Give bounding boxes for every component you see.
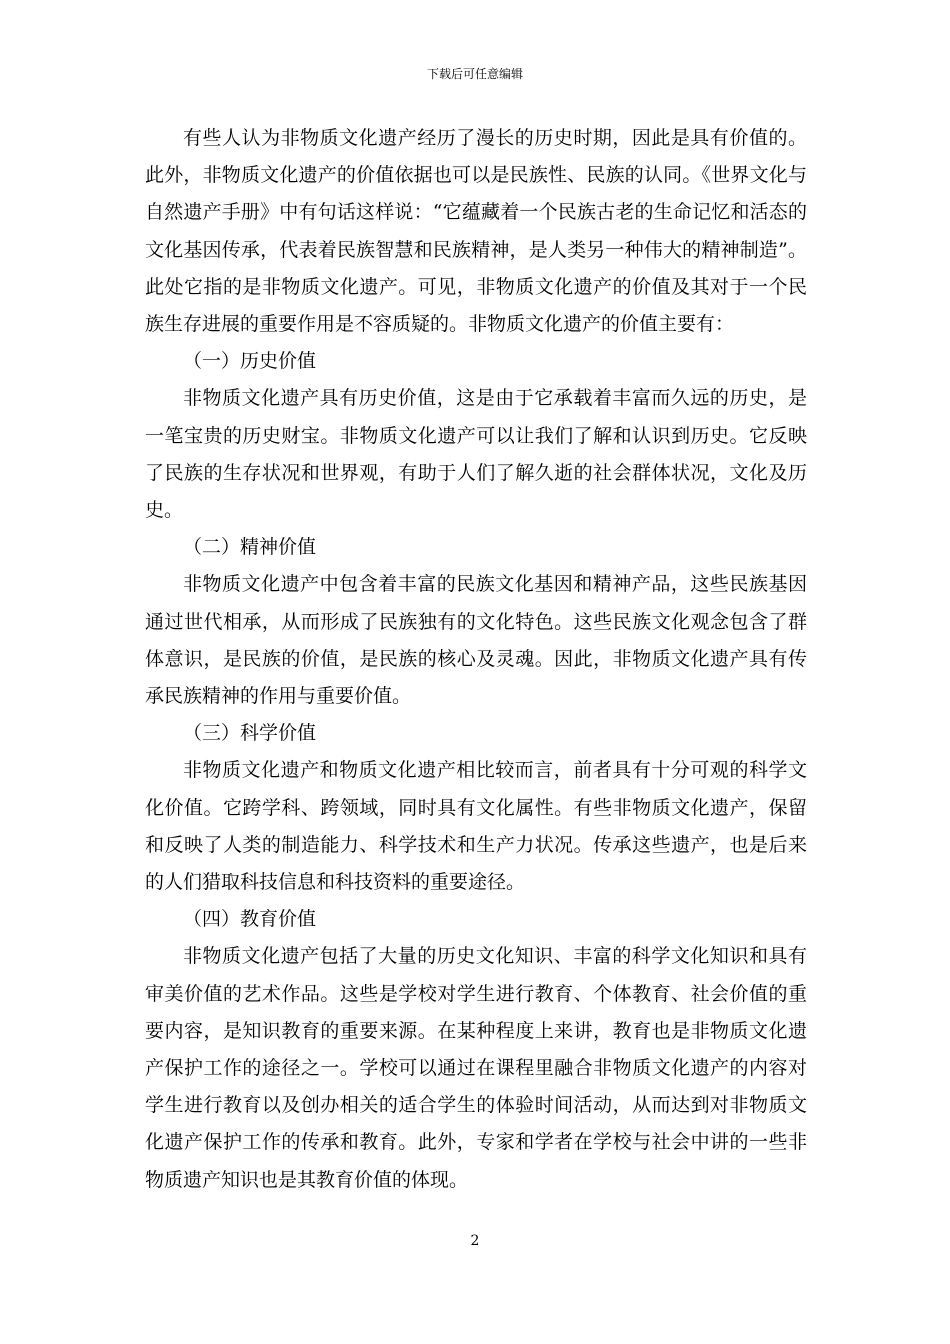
section-paragraph-history: 非物质文化遗产具有历史价值，这是由于它承载着丰富而久远的历史，是一笔宝贵的历史财宝。非物质文化遗产可以让我们了解和认识到历史。它反映了民族的生存状况和世界观，有助于人们了解久逝的社会群体状况，文化及历史。: [145, 387, 807, 522]
section-paragraph-education: 非物质文化遗产包括了大量的历史文化知识、丰富的科学文化知识和具有审美价值的艺术作品。这些是学校对学生进行教育、个体教育、社会价值的重要内容，是知识教育的重要来源。在某种程度上来讲，教育也是非物质文化遗产保护工作的途径之一。学校可以通过在课程里融合非物质文化遗产的内容对学生进行教育以及创办相关的适合学生的体验时间活动，从而达到对非物质文化遗产保护工作的传承和教育。此外，专家和学者在学校与社会中讲的一些非物质遗产知识也是其教育价值的体现。: [145, 945, 807, 1191]
intro-paragraph: 有些人认为非物质文化遗产经历了漫长的历史时期，因此是具有价值的。此外，非物质文化遗产的价值依据也可以是民族性、民族的认同。《世界文化与自然遗产手册》中有句话这样说：“它蕴藏着一个民族古老的生命记忆和活态的文化基因传承，代表着民族智慧和民族精神，是人类另一种伟大的精神制造”。此处它指的是非物质文化遗产。可见，非物质文化遗产的价值及其对于一个民族生存进展的重要作用是不容质疑的。非物质文化遗产的价值主要有：: [145, 127, 807, 336]
section-paragraph-science: 非物质文化遗产和物质文化遗产相比较而言，前者具有十分可观的科学文化价值。它跨学科、跨领域，同时具有文化属性。有些非物质文化遗产，保留和反映了人类的制造能力、科学技术和生产力状况。传承这些遗产，也是后来的人们猎取科技信息和科技资料的重要途径。: [145, 759, 807, 894]
page-number: 2: [470, 1233, 480, 1249]
page-header: 下载后可任意编辑: [426, 67, 523, 81]
document-body: [145, 120, 807, 1199]
section-heading-history: （一）历史价值: [183, 350, 317, 373]
section-heading-science: （三）科学价值: [183, 722, 317, 745]
section-heading-spirit: （二）精神价值: [183, 536, 317, 559]
section-heading-education: （四）教育价值: [183, 908, 317, 931]
section-paragraph-spirit: 非物质文化遗产中包含着丰富的民族文化基因和精神产品，这些民族基因通过世代相承，从而形成了民族独有的文化特色。这些民族文化观念包含了群体意识，是民族的价值，是民族的核心及灵魂。因此，非物质文化遗产具有传承民族精神的作用与重要价值。: [145, 573, 807, 708]
